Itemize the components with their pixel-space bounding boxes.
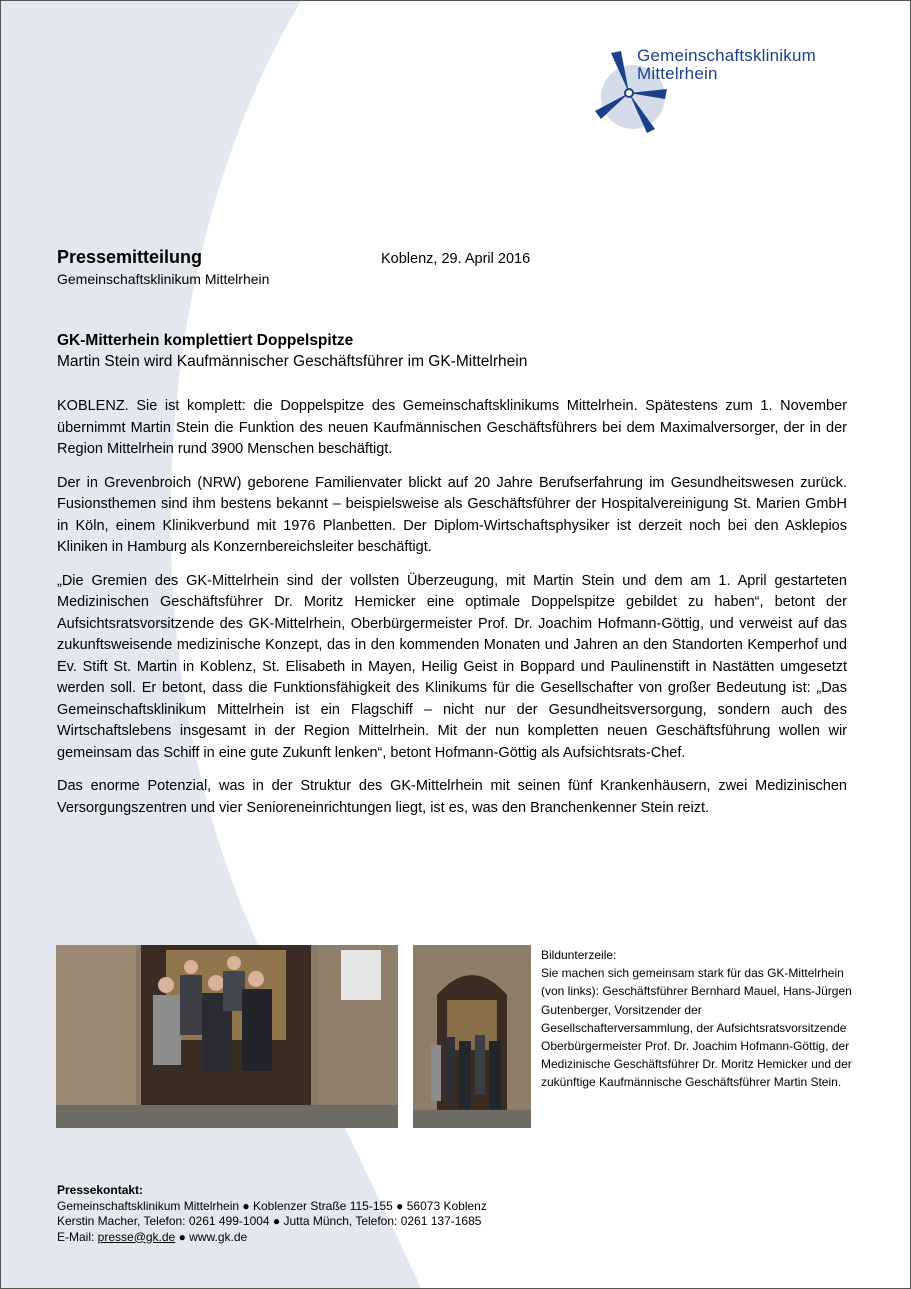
logo-name-line1: Gemeinschaftsklinikum: [637, 46, 816, 65]
article-body: [57, 396, 847, 831]
paragraph: KOBLENZ. Sie ist komplett: die Doppelspitze des Gemeinschaftsklinikums Mittelrhein. Spätestens zum 1. November übernimmt Martin Stein die Funktion des neuen Kaufmännischen Geschäftsführers bei dem Maximalversorger, der in der Region Mittelrhein rund 3900 Menschen beschäftigt.: [57, 398, 847, 457]
contact-label: Pressekontakt:: [57, 1183, 144, 1197]
clinic-logo: [593, 45, 853, 135]
contact-address: Gemeinschaftsklinikum Mittelrhein ● Koblenzer Straße 115-155 ● 56073 Koblenz: [57, 1198, 487, 1213]
press-contact: [57, 1183, 487, 1245]
document-title: Pressemitteilung: [57, 247, 203, 267]
group-photo-wide: [56, 945, 398, 1128]
photo-caption: [541, 946, 856, 1092]
paragraph: Der in Grevenbroich (NRW) geborene Familienvater blickt auf 20 Jahre Berufserfahrung im Gesundheitswesen zurück. Fusionsthemen sind ihm bestens bekannt – beispielsweise als Geschäftsführer der Hospitalvereinigung St. Marien GmbH in Köln, einem Klinikverbund mit 1976 Planbetten. Der Diplom-Wirtschaftsphysiker ist derzeit noch bei den Asklepios Kliniken in Hamburg als Konzernbereichsleiter beschäftigt.: [57, 474, 847, 555]
caption-label: Bildunterzeile:: [541, 948, 617, 962]
paragraph: „Die Gremien des GK-Mittelrhein sind der vollsten Überzeugung, mit Martin Stein und dem am 1. April gestarteten Medizinischen Geschäftsführer Dr. Moritz Hemicker eine optimale Doppelspitze gebildet zu haben“, betont der Aufsichtsratsvorsitzende des GK-Mittelrhein, Oberbürgermeister Prof. Dr. Joachim Hofmann-Göttig, und verweist auf das zukunftsweisende medizinische Konzept, das in den kommenden Monaten und Jahren an den Standorten Kemperhof und Ev. Stift St. Martin in Koblenz, St. Elisabeth in Mayen, Heilig Geist in Boppard und Paulinenstift in Nastätten umgesetzt werden soll. Er betont, dass die Funktionsfähigkeit des Klinikums für die Gesellschafter von großer Bedeutung ist: „Das Gemeinschaftsklinikum Mittelrhein ist ein Flagschiff – nicht nur der Gesundheitsversorgung, sondern auch des Wirtschaftslebens insgesamt in der Region Mittelrhein. Mit der nun kompletten neuen Geschäftsführung wollen wir gemeinsam das Schiff in eine gute Zukunft lenken“, betont Hofmann-Göttig als Aufsichtsrats-Chef.: [57, 572, 847, 761]
group-photo-door: [413, 945, 531, 1128]
contact-phones: Kerstin Macher, Telefon: 0261 499-1004 ● Jutta Münch, Telefon: 0261 137-1685: [57, 1214, 482, 1228]
logo-name-line2: Mittelrhein: [637, 64, 718, 83]
website-text: ● www.gk.de: [175, 1229, 248, 1244]
email-link[interactable]: presse@gk.de: [97, 1229, 176, 1244]
paragraph: Das enorme Potenzial, was in der Struktur des GK-Mittelrhein mit seinen fünf Krankenhäusern, zwei Medizinischen Versorgungszentren und vier Senioreneinrichtungen liegt, ist es, was den Branchenkenner Stein reizt.: [57, 778, 847, 816]
logo-wordmark: [637, 47, 816, 83]
contact-web-line: [57, 1230, 487, 1246]
issuer-name: Gemeinschaftsklinikum Mittelrhein: [57, 271, 270, 287]
article-subheadline: Martin Stein wird Kaufmännischer Geschäftsführer im GK-Mittelrhein: [57, 353, 528, 370]
place-date: Koblenz, 29. April 2016: [381, 251, 531, 267]
article-headline: GK-Mitterhein komplettiert Doppelspitze: [57, 332, 354, 349]
email-prefix: E-Mail:: [57, 1229, 98, 1244]
caption-text: Sie machen sich gemeinsam stark für das GK-Mittelrhein (von links): Geschäftsführer Bernhard Mauel, Hans-Jürgen Gutenberger, Vorsitzender der Gesellschafterversammlung, der Aufsichtsratsvorsitzende Oberbürgermeister Prof. Dr. Joachim Hofmann-Göttig, der Medizinische Geschäftsführer Dr. Moritz Hemicker und der zukünftige Kaufmännische Geschäftsführer Martin Stein.: [541, 966, 852, 1090]
